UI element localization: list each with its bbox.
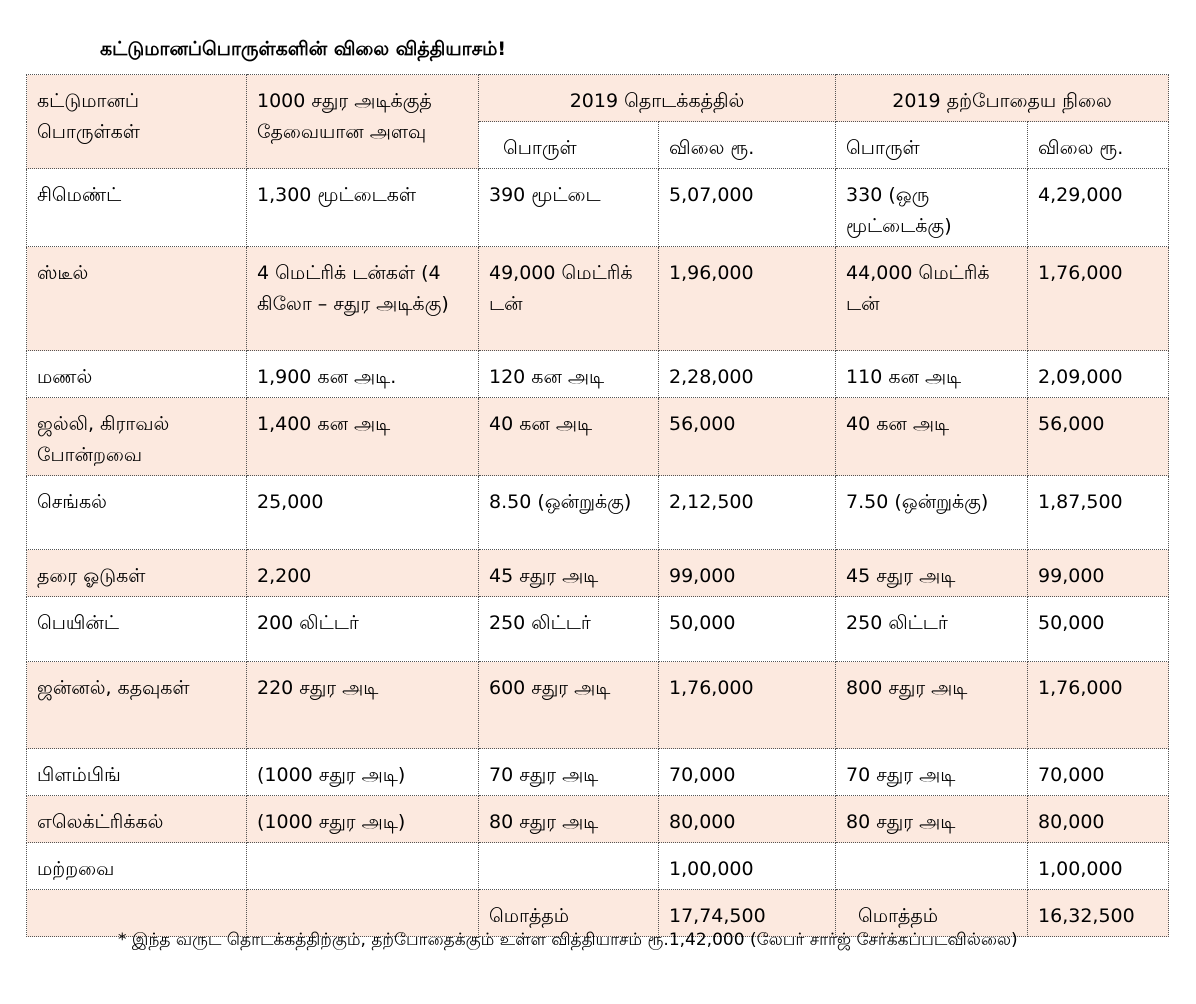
cell-material: மற்றவை [27, 843, 247, 890]
total-start-label: மொத்தம் [479, 890, 659, 937]
cell-now-price: 1,76,000 [1028, 247, 1169, 351]
cell-now-item: 110 கன அடி [836, 351, 1028, 398]
header-qty: 1000 சதுர அடிக்குத் தேவையான அளவு [247, 75, 479, 169]
header-now-price: விலை ரூ. [1028, 122, 1169, 169]
cell-now-price: 80,000 [1028, 796, 1169, 843]
table-row [27, 597, 1169, 662]
cell-qty: 4 மெட்ரிக் டன்கள் (4 கிலோ – சதுர அடிக்கு) [247, 247, 479, 351]
cell-now-item: 800 சதுர அடி [836, 662, 1028, 749]
cell-material: மணல் [27, 351, 247, 398]
cell-start-item: 40 கன அடி [479, 398, 659, 476]
cell-now-price: 50,000 [1028, 597, 1169, 662]
cell-start-item: 600 சதுர அடி [479, 662, 659, 749]
cell-start-item: 49,000 மெட்ரிக் டன் [479, 247, 659, 351]
table-row [27, 476, 1169, 550]
cell-start-price: 1,00,000 [659, 843, 836, 890]
table-row [27, 398, 1169, 476]
cell-now-item: 45 சதுர அடி [836, 550, 1028, 597]
cell-start-item: 70 சதுர அடி [479, 749, 659, 796]
cell-now-price: 56,000 [1028, 398, 1169, 476]
table-row [27, 247, 1169, 351]
header-material: கட்டுமானப் பொருள்கள் [27, 75, 247, 169]
cell-start-price: 56,000 [659, 398, 836, 476]
cell-now-item: 330 (ஒரு மூட்டைக்கு) [836, 169, 1028, 247]
cell-start-price: 70,000 [659, 749, 836, 796]
header-start-item: பொருள் [479, 122, 659, 169]
total-start-value: 17,74,500 [659, 890, 836, 937]
header-start-price: விலை ரூ. [659, 122, 836, 169]
header-now-item: பொருள் [836, 122, 1028, 169]
cell-qty: 1,900 கன அடி. [247, 351, 479, 398]
cell-material: ஸ்டீல் [27, 247, 247, 351]
cell-now-item: 70 சதுர அடி [836, 749, 1028, 796]
cell-now-item: 44,000 மெட்ரிக் டன் [836, 247, 1028, 351]
cell-material: பிளம்பிங் [27, 749, 247, 796]
cell-start-item: 45 சதுர அடி [479, 550, 659, 597]
cell-now-price: 1,87,500 [1028, 476, 1169, 550]
cell-qty: 1,300 மூட்டைகள் [247, 169, 479, 247]
cell-material: ஜன்னல், கதவுகள் [27, 662, 247, 749]
cell-now-price: 99,000 [1028, 550, 1169, 597]
page-title: கட்டுமானப்பொருள்களின் விலை வித்தியாசம்! [100, 38, 507, 60]
cell-start-item: 80 சதுர அடி [479, 796, 659, 843]
cell-qty: (1000 சதுர அடி) [247, 796, 479, 843]
table-row [27, 351, 1169, 398]
cell-now-price: 1,76,000 [1028, 662, 1169, 749]
cell-start-item: 120 கன அடி [479, 351, 659, 398]
cell-qty: 1,400 கன அடி [247, 398, 479, 476]
cell-qty: 200 லிட்டர் [247, 597, 479, 662]
cell-start-price: 2,28,000 [659, 351, 836, 398]
cell-start-price: 5,07,000 [659, 169, 836, 247]
cell-material: தரை ஓடுகள் [27, 550, 247, 597]
footnote: * இந்த வருட தொடக்கத்திற்கும், தற்போதைக்கும் உள்ள வித்தியாசம் ரூ.1,42,000 (லேபர் சார்ஜ் சேர்க்கப்படவில்லை) [118, 930, 1018, 950]
cell-material: பெயின்ட் [27, 597, 247, 662]
table-row [27, 749, 1169, 796]
cell-start-item: 250 லிட்டர் [479, 597, 659, 662]
cell-now-price: 1,00,000 [1028, 843, 1169, 890]
cell-material: எலெக்ட்ரிக்கல் [27, 796, 247, 843]
total-now-label: மொத்தம் [836, 890, 1028, 937]
header-now-2019: 2019 தற்போதைய நிலை [836, 75, 1169, 122]
table-row [27, 796, 1169, 843]
cell-start-item: 8.50 (ஒன்றுக்கு) [479, 476, 659, 550]
cell-now-item: 250 லிட்டர் [836, 597, 1028, 662]
cell-material: ஜல்லி, கிராவல் போன்றவை [27, 398, 247, 476]
cell-start-item: 390 மூட்டை [479, 169, 659, 247]
cell-start-price: 99,000 [659, 550, 836, 597]
cell-start-price: 50,000 [659, 597, 836, 662]
table-row [27, 662, 1169, 749]
cell-now-price: 4,29,000 [1028, 169, 1169, 247]
cell-qty: (1000 சதுர அடி) [247, 749, 479, 796]
table-row [27, 550, 1169, 597]
cell-now-price: 70,000 [1028, 749, 1169, 796]
cell-now-item [836, 843, 1028, 890]
cell-start-price: 80,000 [659, 796, 836, 843]
cell-qty: 2,200 [247, 550, 479, 597]
cell-now-item: 80 சதுர அடி [836, 796, 1028, 843]
cell-qty: 25,000 [247, 476, 479, 550]
table-row [27, 843, 1169, 890]
total-now-value: 16,32,500 [1028, 890, 1169, 937]
cell-start-price: 1,96,000 [659, 247, 836, 351]
cell-qty [247, 843, 479, 890]
cell-start-price: 2,12,500 [659, 476, 836, 550]
header-start-2019: 2019 தொடக்கத்தில் [479, 75, 836, 122]
cell-now-item: 7.50 (ஒன்றுக்கு) [836, 476, 1028, 550]
table-row [27, 169, 1169, 247]
cell-start-item [479, 843, 659, 890]
price-comparison-table [26, 74, 1169, 937]
header-row-1 [27, 75, 1169, 122]
cell-material: செங்கல் [27, 476, 247, 550]
cell-now-price: 2,09,000 [1028, 351, 1169, 398]
cell-now-item: 40 கன அடி [836, 398, 1028, 476]
cell-start-price: 1,76,000 [659, 662, 836, 749]
cell-qty: 220 சதுர அடி [247, 662, 479, 749]
cell-material: சிமெண்ட் [27, 169, 247, 247]
